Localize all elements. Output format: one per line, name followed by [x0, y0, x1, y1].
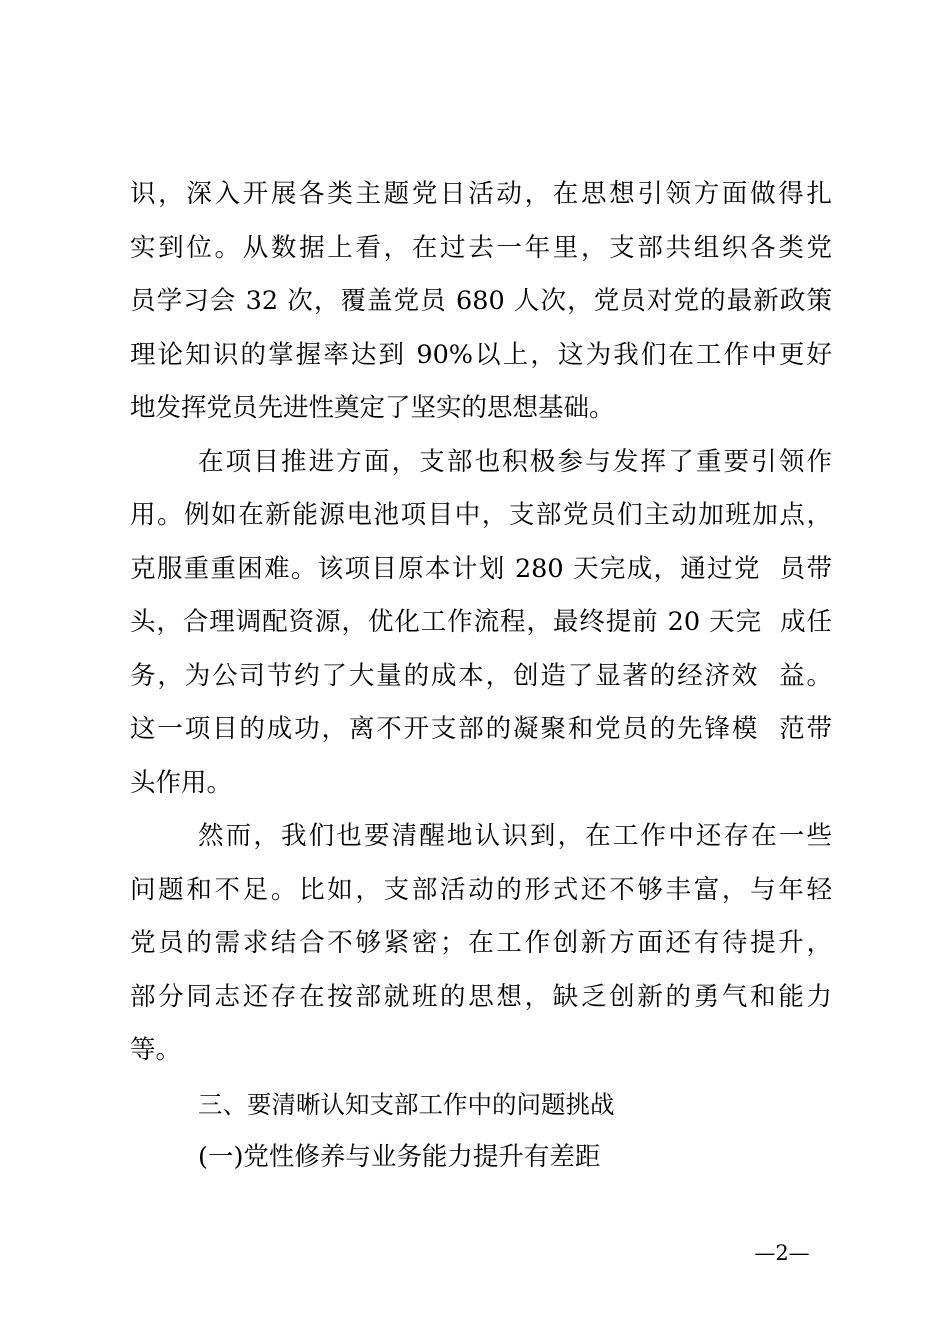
- paragraph-line: 理论知识的掌握率达到 90%以上，这为我们在工作中更好: [130, 339, 832, 370]
- paragraph-line: 在项目推进方面，支部也积极参与发挥了重要引领作: [198, 446, 832, 477]
- paragraph-line: 实到位。从数据上看，在过去一年里，支部共组织各类党: [130, 232, 832, 263]
- subsection-heading: (一)党性修养与业务能力提升有差距: [198, 1142, 601, 1172]
- paragraph-line: 部分同志还存在按部就班的思想，缺乏创新的勇气和能力: [130, 981, 832, 1012]
- paragraph-line: 员学习会 32 次，覆盖党员 680 人次，党员对党的最新政策: [130, 286, 832, 316]
- paragraph-2: [130, 436, 832, 811]
- paragraph-line: 克服重重困难。该项目原本计划 280 天完成，通过党 员带: [130, 553, 832, 584]
- paragraph-line: 党员的需求结合不够紧密；在工作创新方面还有待提升，: [130, 928, 832, 958]
- paragraph-line: 问题和不足。比如，支部活动的形式还不够丰富，与年轻: [130, 874, 832, 905]
- paragraph-line: 等。: [130, 1035, 182, 1065]
- paragraph-1: [130, 168, 832, 436]
- paragraph-3: [130, 810, 832, 1078]
- document-body: [130, 168, 832, 1185]
- paragraph-line: 头，合理调配资源，优化工作流程，最终提前 20 天完 成任: [130, 607, 832, 637]
- paragraph-line: 然而，我们也要清醒地认识到，在工作中还存在一些: [198, 821, 832, 851]
- page-number: —2—: [754, 1241, 810, 1265]
- section-heading: 三、要清晰认知支部工作中的问题挑战: [198, 1089, 615, 1119]
- paragraph-line: 用。例如在新能源电池项目中，支部党员们主动加班加点，: [130, 500, 832, 530]
- paragraph-line: 头作用。: [130, 767, 233, 798]
- paragraph-line: 务，为公司节约了大量的成本，创造了显著的经济效 益。: [130, 660, 832, 691]
- paragraph-line: 识，深入开展各类主题党日活动，在思想引领方面做得扎: [130, 179, 832, 209]
- paragraph-line: 地发挥党员先进性奠定了坚实的思想基础。: [130, 393, 615, 423]
- paragraph-line: 这一项目的成功，离不开支部的凝聚和党员的先锋模 范带: [130, 714, 832, 744]
